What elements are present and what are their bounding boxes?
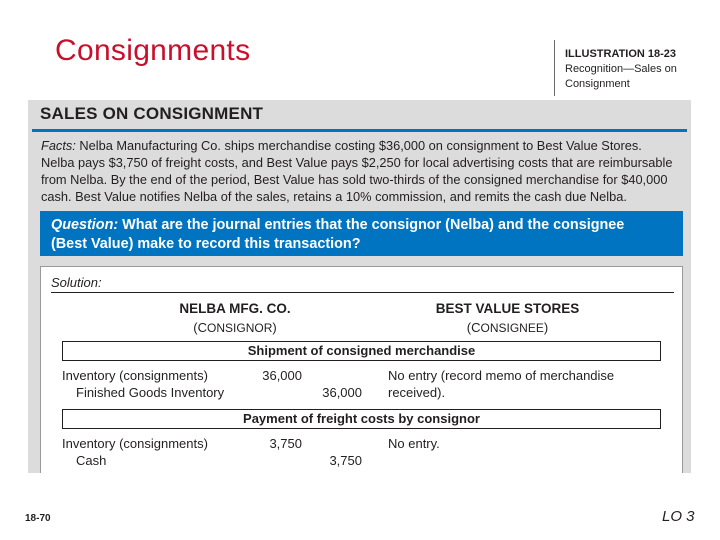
entry-debit-account: Inventory (consignments)	[62, 368, 208, 383]
illustration-caption-line2: Consignment	[565, 78, 630, 90]
facts-block	[41, 137, 686, 205]
page-number: 18-70	[25, 513, 51, 524]
consignee-entry-line1: No entry.	[388, 436, 440, 451]
entry-credit-account: Finished Goods Inventory	[76, 385, 225, 400]
entry-credit-amount: 36,000	[322, 385, 362, 400]
entry-debit-account: Inventory (consignments)	[62, 436, 208, 451]
entry-credit-amount: 3,750	[329, 453, 362, 468]
consignor-name: NELBA MFG. CO.	[179, 301, 291, 316]
facts-line2: Nelba pays $3,750 of freight costs, and Best Value pays $2,250 for local advertising costs that are reimbursable	[41, 155, 673, 170]
question-box	[40, 211, 683, 256]
slide-title: Consignments	[55, 34, 251, 67]
illustration-caption-line1: Recognition—Sales on	[565, 63, 677, 75]
facts-line1: Nelba Manufacturing Co. ships merchandise costing $36,000 on consignment to Best Value Stores.	[75, 138, 642, 153]
section-title-shipment: Shipment of consigned merchandise	[62, 341, 661, 361]
section-title-freight: Payment of freight costs by consignor	[62, 409, 661, 429]
facts-label: Facts:	[41, 138, 76, 153]
consignee-name: BEST VALUE STORES	[435, 301, 580, 316]
solution-rule	[51, 292, 674, 293]
consignee-role: (CONSIGNEE)	[466, 320, 549, 335]
entry-debit-amount: 36,000	[262, 368, 302, 383]
consignee-entry-line1: No entry (record memo of merchandise	[388, 368, 615, 383]
solution-label: Solution:	[51, 275, 102, 290]
header-divider	[554, 40, 555, 96]
entry-debit-amount: 3,750	[269, 436, 302, 451]
entry-credit-account: Cash	[76, 453, 107, 468]
facts-line3: from Nelba. By the end of the period, Best Value has sold two-thirds of the consigned merchandise for $40,000	[41, 172, 668, 187]
consignee-entry-line2: received).	[388, 385, 446, 400]
facts-line4: cash. Best Value notifies Nelba of the sales, retains a 10% commission, and remits the cash due Nelba.	[41, 189, 627, 204]
panel-heading: SALES ON CONSIGNMENT	[40, 104, 264, 123]
panel-heading-rule	[32, 129, 687, 132]
question-line1: What are the journal entries that the consignor (Nelba) and the consignee	[118, 217, 625, 233]
illustration-caption	[565, 48, 715, 92]
question-label: Question:	[51, 217, 119, 233]
question-line2: (Best Value) make to record this transaction?	[51, 236, 361, 252]
illustration-number: ILLUSTRATION 18-23	[565, 48, 677, 60]
consignor-role: (CONSIGNOR)	[193, 320, 277, 335]
learning-objective: LO 3	[662, 508, 695, 525]
